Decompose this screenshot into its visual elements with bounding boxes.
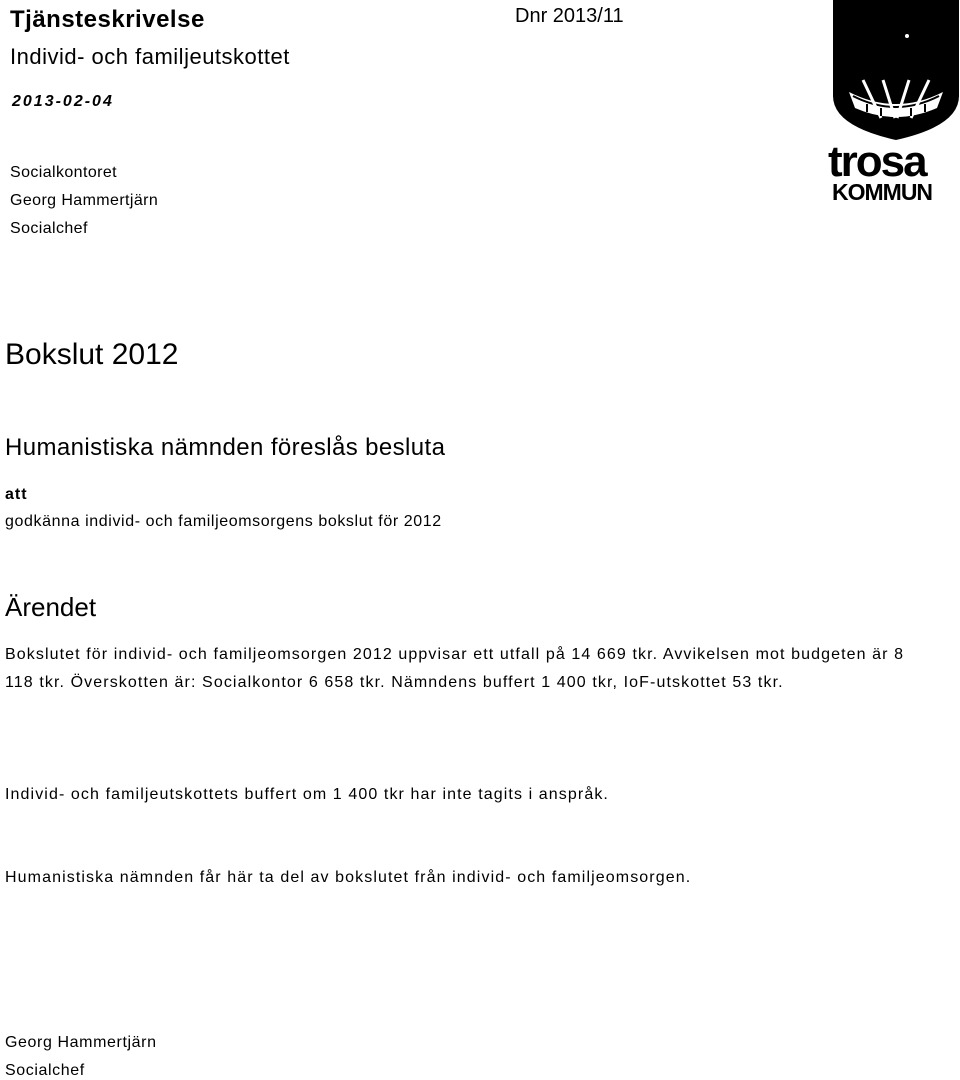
document-date: 2013-02-04 (12, 93, 114, 110)
paragraph-summary: Humanistiska nämnden får här ta del av bokslutet från individ- och familjeomsorgen. (5, 869, 692, 886)
document-type: Tjänsteskrivelse (10, 6, 205, 33)
att-label: att (5, 486, 28, 503)
logo-subtitle: KOMMUN (832, 179, 933, 205)
trosa-kommun-logo (828, 0, 960, 206)
section-heading: Ärendet (5, 592, 97, 622)
moon-boat-shield-icon (833, 0, 959, 140)
sender-name: Georg Hammertjärn (10, 192, 159, 209)
sender-office: Socialkontoret (10, 164, 117, 181)
signature-role: Socialchef (5, 1062, 85, 1079)
decision-text: godkänna individ- och familjeomsorgens bokslut för 2012 (5, 513, 442, 530)
paragraph-outcome: Bokslutet för individ- och familjeomsorgen 2012 uppvisar ett utfall på 14 669 tkr. Avvikelsen mot budgeten är 8 118 tkr. Överskotten är: Socialkontor 6 658 tkr. Nämndens buffert 1 400 tkr, IoF-utskottet 53 tkr. (5, 646, 905, 691)
committee-name: Individ- och familjeutskottet (10, 44, 290, 69)
signature-name: Georg Hammertjärn (5, 1034, 157, 1051)
paragraph-buffer: Individ- och familjeutskottets buffert om 1 400 tkr har inte tagits i anspråk. (5, 786, 609, 803)
sender-role: Socialchef (10, 220, 88, 237)
proposal-heading: Humanistiska nämnden föreslås besluta (5, 434, 446, 461)
logo-wordmark: trosa (828, 137, 926, 186)
page-title: Bokslut 2012 (5, 338, 179, 371)
registration-number: Dnr 2013/11 (515, 5, 624, 27)
